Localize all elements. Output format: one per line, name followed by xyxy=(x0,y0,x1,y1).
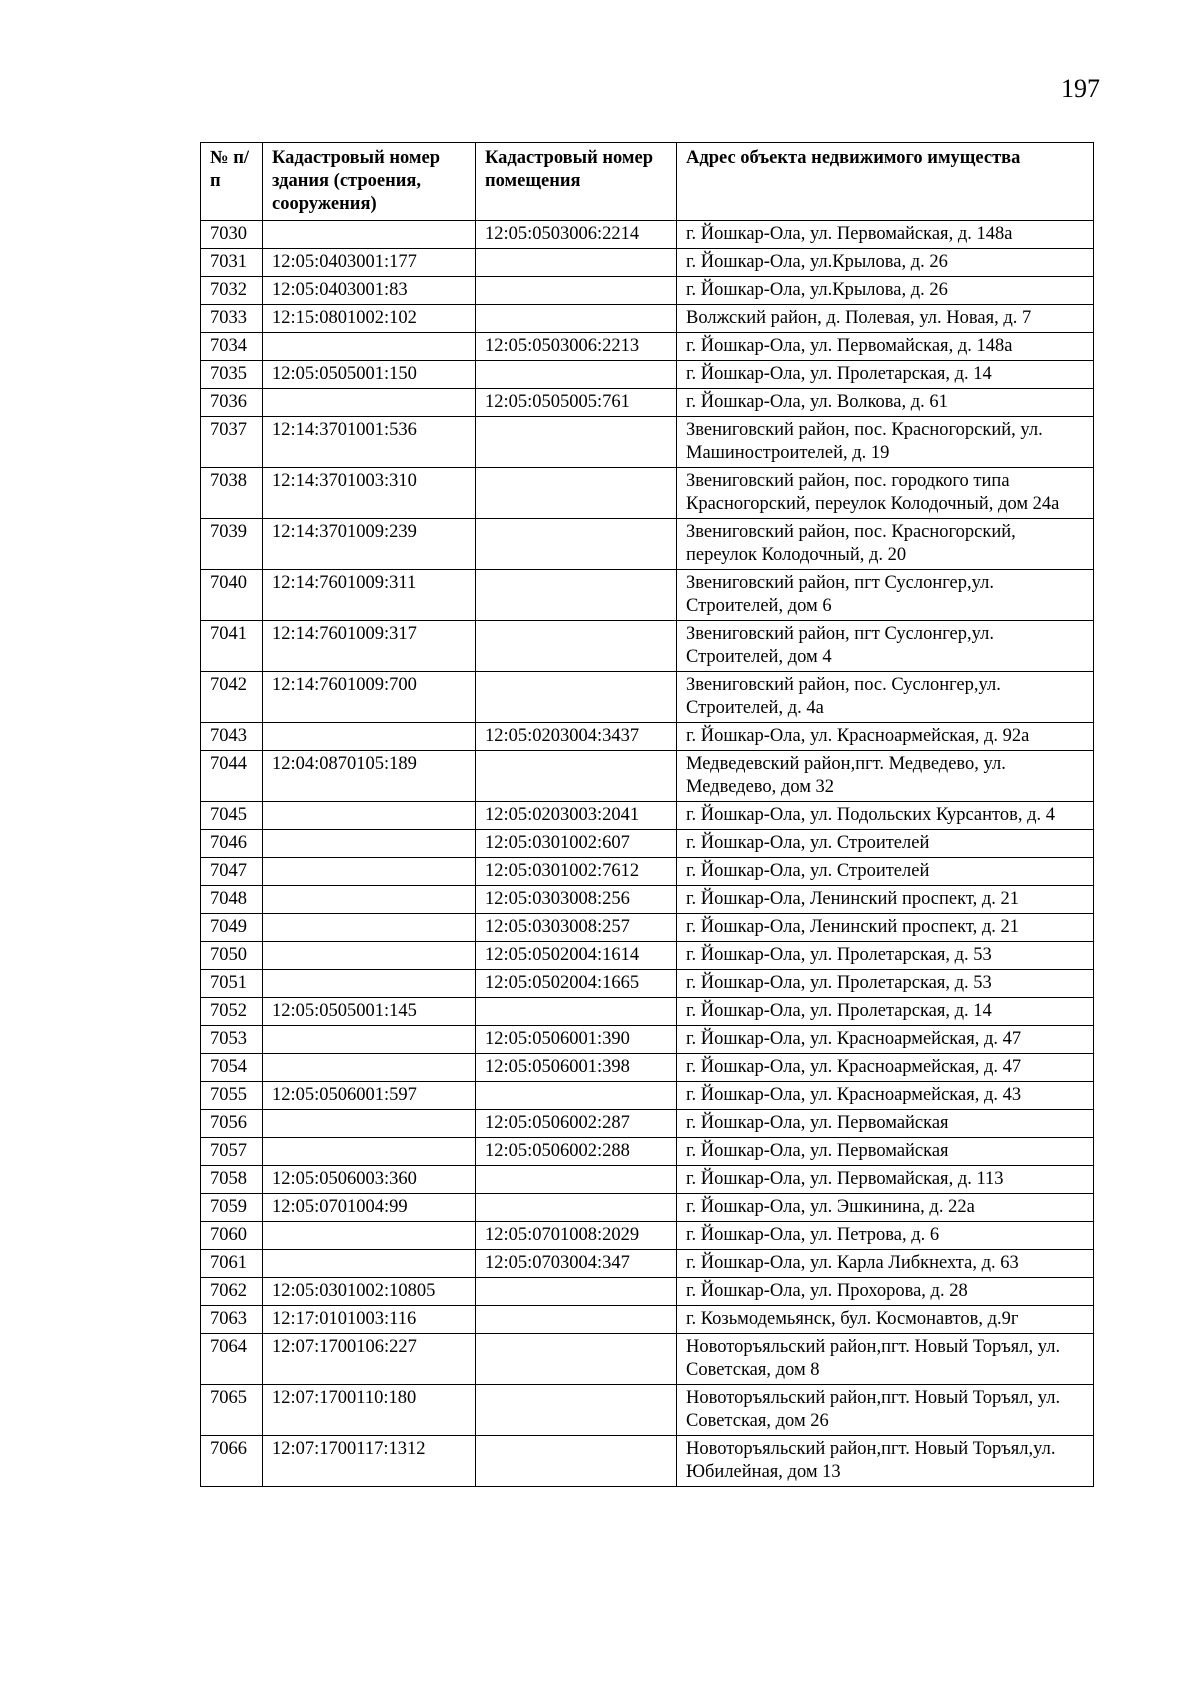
table-row xyxy=(201,942,1094,970)
building-cadastral-number xyxy=(263,830,476,858)
row-number: 7054 xyxy=(201,1054,263,1082)
row-number: 7033 xyxy=(201,305,263,333)
room-cadastral-number: 12:05:0506002:288 xyxy=(476,1138,677,1166)
table-row xyxy=(201,886,1094,914)
room-cadastral-number xyxy=(476,621,677,672)
row-number: 7047 xyxy=(201,858,263,886)
building-cadastral-number xyxy=(263,1138,476,1166)
row-number: 7065 xyxy=(201,1385,263,1436)
row-number: 7048 xyxy=(201,886,263,914)
table-row xyxy=(201,468,1094,519)
building-cadastral-number xyxy=(263,970,476,998)
table-row xyxy=(201,751,1094,802)
property-address: г. Йошкар-Ола, ул. Строителей xyxy=(677,830,1094,858)
row-number: 7050 xyxy=(201,942,263,970)
building-cadastral-number xyxy=(263,942,476,970)
table-row xyxy=(201,998,1094,1026)
property-address: г. Йошкар-Ола, ул. Первомайская xyxy=(677,1138,1094,1166)
table-row xyxy=(201,1250,1094,1278)
building-cadastral-number: 12:14:3701009:239 xyxy=(263,519,476,570)
row-number: 7043 xyxy=(201,723,263,751)
table-row xyxy=(201,914,1094,942)
room-cadastral-number: 12:05:0701008:2029 xyxy=(476,1222,677,1250)
table-row xyxy=(201,723,1094,751)
building-cadastral-number: 12:07:1700117:1312 xyxy=(263,1436,476,1487)
table-row xyxy=(201,1278,1094,1306)
building-cadastral-number: 12:05:0701004:99 xyxy=(263,1194,476,1222)
property-address: г. Козьмодемьянск, бул. Космонавтов, д.9г xyxy=(677,1306,1094,1334)
building-cadastral-number xyxy=(263,1026,476,1054)
building-cadastral-number xyxy=(263,858,476,886)
property-address: г. Йошкар-Ола, Ленинский проспект, д. 21 xyxy=(677,886,1094,914)
property-address: г. Йошкар-Ола, ул. Пролетарская, д. 14 xyxy=(677,998,1094,1026)
row-number: 7057 xyxy=(201,1138,263,1166)
row-number: 7036 xyxy=(201,389,263,417)
building-cadastral-number: 12:14:3701003:310 xyxy=(263,468,476,519)
property-address: г. Йошкар-Ола, ул. Первомайская, д. 113 xyxy=(677,1166,1094,1194)
row-number: 7062 xyxy=(201,1278,263,1306)
building-cadastral-number: 12:14:7601009:317 xyxy=(263,621,476,672)
room-cadastral-number: 12:05:0503006:2213 xyxy=(476,333,677,361)
table-row xyxy=(201,221,1094,249)
row-number: 7034 xyxy=(201,333,263,361)
table-row xyxy=(201,1138,1094,1166)
table-row xyxy=(201,1222,1094,1250)
room-cadastral-number xyxy=(476,1385,677,1436)
property-address: г. Йошкар-Ола, ул. Эшкинина, д. 22а xyxy=(677,1194,1094,1222)
table-row xyxy=(201,1054,1094,1082)
table-row xyxy=(201,1110,1094,1138)
row-number: 7044 xyxy=(201,751,263,802)
property-address: г. Йошкар-Ола, ул. Красноармейская, д. 47 xyxy=(677,1054,1094,1082)
property-address: Новоторъяльский район,пгт. Новый Торъял,ул. Юбилейная, дом 13 xyxy=(677,1436,1094,1487)
table-row xyxy=(201,1166,1094,1194)
row-number: 7030 xyxy=(201,221,263,249)
row-number: 7061 xyxy=(201,1250,263,1278)
table-row xyxy=(201,417,1094,468)
room-cadastral-number xyxy=(476,519,677,570)
table-row xyxy=(201,1334,1094,1385)
room-cadastral-number: 12:05:0502004:1614 xyxy=(476,942,677,970)
row-number: 7063 xyxy=(201,1306,263,1334)
row-number: 7060 xyxy=(201,1222,263,1250)
building-cadastral-number: 12:15:0801002:102 xyxy=(263,305,476,333)
table-row xyxy=(201,1026,1094,1054)
property-address: г. Йошкар-Ола, ул. Красноармейская, д. 43 xyxy=(677,1082,1094,1110)
property-address: г. Йошкар-Ола, ул. Первомайская, д. 148а xyxy=(677,221,1094,249)
room-cadastral-number: 12:05:0301002:607 xyxy=(476,830,677,858)
room-cadastral-number: 12:05:0203004:3437 xyxy=(476,723,677,751)
table-row xyxy=(201,1082,1094,1110)
table-row xyxy=(201,333,1094,361)
property-address: г. Йошкар-Ола, ул. Первомайская, д. 148а xyxy=(677,333,1094,361)
building-cadastral-number: 12:07:1700106:227 xyxy=(263,1334,476,1385)
row-number: 7039 xyxy=(201,519,263,570)
room-cadastral-number: 12:05:0506002:287 xyxy=(476,1110,677,1138)
room-cadastral-number xyxy=(476,277,677,305)
room-cadastral-number xyxy=(476,468,677,519)
property-address: г. Йошкар-Ола, ул. Волкова, д. 61 xyxy=(677,389,1094,417)
property-address: Волжский район, д. Полевая, ул. Новая, д. 7 xyxy=(677,305,1094,333)
building-cadastral-number: 12:05:0301002:10805 xyxy=(263,1278,476,1306)
building-cadastral-number: 12:05:0505001:145 xyxy=(263,998,476,1026)
building-cadastral-number xyxy=(263,1222,476,1250)
row-number: 7037 xyxy=(201,417,263,468)
property-address: г. Йошкар-Ола, ул. Красноармейская, д. 92а xyxy=(677,723,1094,751)
building-cadastral-number xyxy=(263,1250,476,1278)
room-cadastral-number: 12:05:0506001:390 xyxy=(476,1026,677,1054)
property-address: г. Йошкар-Ола, ул. Пролетарская, д. 53 xyxy=(677,942,1094,970)
building-cadastral-number: 12:05:0506001:597 xyxy=(263,1082,476,1110)
building-cadastral-number: 12:05:0403001:83 xyxy=(263,277,476,305)
property-address: г. Йошкар-Ола, ул. Пролетарская, д. 53 xyxy=(677,970,1094,998)
property-address: Звениговский район, пос. Суслонгер,ул. Строителей, д. 4а xyxy=(677,672,1094,723)
room-cadastral-number: 12:05:0301002:7612 xyxy=(476,858,677,886)
property-address: г. Йошкар-Ола, ул. Строителей xyxy=(677,858,1094,886)
room-cadastral-number xyxy=(476,1278,677,1306)
room-cadastral-number xyxy=(476,1334,677,1385)
table-row xyxy=(201,519,1094,570)
table-row xyxy=(201,1194,1094,1222)
header-row xyxy=(201,143,1094,221)
table-row xyxy=(201,1385,1094,1436)
header-address: Адрес объекта недвижимого имущества xyxy=(677,143,1094,221)
table-row xyxy=(201,361,1094,389)
building-cadastral-number: 12:17:0101003:116 xyxy=(263,1306,476,1334)
room-cadastral-number xyxy=(476,751,677,802)
building-cadastral-number xyxy=(263,914,476,942)
header-number: № п/п xyxy=(201,143,263,221)
header-building-cadastral-number: Кадастровый номер здания (строения, сооружения) xyxy=(263,143,476,221)
table-row xyxy=(201,249,1094,277)
row-number: 7042 xyxy=(201,672,263,723)
room-cadastral-number: 12:05:0203003:2041 xyxy=(476,802,677,830)
room-cadastral-number: 12:05:0303008:256 xyxy=(476,886,677,914)
building-cadastral-number xyxy=(263,723,476,751)
building-cadastral-number xyxy=(263,1110,476,1138)
room-cadastral-number xyxy=(476,249,677,277)
room-cadastral-number xyxy=(476,1306,677,1334)
building-cadastral-number: 12:05:0403001:177 xyxy=(263,249,476,277)
property-address: г. Йошкар-Ола, ул. Подольских Курсантов, д. 4 xyxy=(677,802,1094,830)
room-cadastral-number xyxy=(476,998,677,1026)
row-number: 7041 xyxy=(201,621,263,672)
table-header xyxy=(201,143,1094,221)
room-cadastral-number xyxy=(476,417,677,468)
building-cadastral-number: 12:14:7601009:311 xyxy=(263,570,476,621)
room-cadastral-number xyxy=(476,672,677,723)
table-row xyxy=(201,830,1094,858)
row-number: 7066 xyxy=(201,1436,263,1487)
row-number: 7052 xyxy=(201,998,263,1026)
table-row xyxy=(201,970,1094,998)
property-address: г. Йошкар-Ола, ул. Пролетарская, д. 14 xyxy=(677,361,1094,389)
table-row xyxy=(201,672,1094,723)
property-address: г. Йошкар-Ола, ул. Прохорова, д. 28 xyxy=(677,1278,1094,1306)
room-cadastral-number xyxy=(476,1082,677,1110)
room-cadastral-number xyxy=(476,361,677,389)
room-cadastral-number xyxy=(476,570,677,621)
table-row xyxy=(201,621,1094,672)
property-address: г. Йошкар-Ола, ул.Крылова, д. 26 xyxy=(677,249,1094,277)
room-cadastral-number: 12:05:0505005:761 xyxy=(476,389,677,417)
room-cadastral-number: 12:05:0503006:2214 xyxy=(476,221,677,249)
row-number: 7053 xyxy=(201,1026,263,1054)
table-row xyxy=(201,858,1094,886)
building-cadastral-number xyxy=(263,333,476,361)
table-row xyxy=(201,277,1094,305)
table-row xyxy=(201,1306,1094,1334)
room-cadastral-number xyxy=(476,1166,677,1194)
row-number: 7046 xyxy=(201,830,263,858)
property-registry-table xyxy=(200,142,1094,1487)
property-address: Звениговский район, пгт Суслонгер,ул. Строителей, дом 4 xyxy=(677,621,1094,672)
property-address: Звениговский район, пос. Красногорский, переулок Колодочный, д. 20 xyxy=(677,519,1094,570)
table-body xyxy=(201,221,1094,1487)
header-room-cadastral-number: Кадастровый номер помещения xyxy=(476,143,677,221)
table-row xyxy=(201,1436,1094,1487)
property-address: г. Йошкар-Ола, ул. Красноармейская, д. 47 xyxy=(677,1026,1094,1054)
property-address: Звениговский район, пгт Суслонгер,ул. Строителей, дом 6 xyxy=(677,570,1094,621)
room-cadastral-number xyxy=(476,1436,677,1487)
table-row xyxy=(201,802,1094,830)
room-cadastral-number: 12:05:0303008:257 xyxy=(476,914,677,942)
room-cadastral-number: 12:05:0703004:347 xyxy=(476,1250,677,1278)
property-address: г. Йошкар-Ола, ул. Первомайская xyxy=(677,1110,1094,1138)
property-address: г. Йошкар-Ола, ул. Петрова, д. 6 xyxy=(677,1222,1094,1250)
building-cadastral-number xyxy=(263,221,476,249)
building-cadastral-number: 12:05:0505001:150 xyxy=(263,361,476,389)
building-cadastral-number xyxy=(263,1054,476,1082)
page-number: 197 xyxy=(1061,74,1100,103)
row-number: 7059 xyxy=(201,1194,263,1222)
row-number: 7058 xyxy=(201,1166,263,1194)
building-cadastral-number: 12:14:3701001:536 xyxy=(263,417,476,468)
table-row xyxy=(201,570,1094,621)
building-cadastral-number: 12:07:1700110:180 xyxy=(263,1385,476,1436)
property-address: г. Йошкар-Ола, ул. Карла Либкнехта, д. 63 xyxy=(677,1250,1094,1278)
row-number: 7040 xyxy=(201,570,263,621)
row-number: 7045 xyxy=(201,802,263,830)
property-address: г. Йошкар-Ола, ул.Крылова, д. 26 xyxy=(677,277,1094,305)
building-cadastral-number: 12:14:7601009:700 xyxy=(263,672,476,723)
row-number: 7055 xyxy=(201,1082,263,1110)
property-address: Медведевский район,пгт. Медведево, ул. Медведево, дом 32 xyxy=(677,751,1094,802)
room-cadastral-number xyxy=(476,1194,677,1222)
property-address: Звениговский район, пос. городкого типа Красногорский, переулок Колодочный, дом 24а xyxy=(677,468,1094,519)
building-cadastral-number: 12:04:0870105:189 xyxy=(263,751,476,802)
row-number: 7035 xyxy=(201,361,263,389)
table-row xyxy=(201,305,1094,333)
room-cadastral-number: 12:05:0506001:398 xyxy=(476,1054,677,1082)
property-address: Новоторъяльский район,пгт. Новый Торъял, ул. Советская, дом 8 xyxy=(677,1334,1094,1385)
property-address: Звениговский район, пос. Красногорский, ул. Машиностроителей, д. 19 xyxy=(677,417,1094,468)
row-number: 7049 xyxy=(201,914,263,942)
building-cadastral-number xyxy=(263,802,476,830)
row-number: 7051 xyxy=(201,970,263,998)
property-address: Новоторъяльский район,пгт. Новый Торъял, ул. Советская, дом 26 xyxy=(677,1385,1094,1436)
building-cadastral-number xyxy=(263,389,476,417)
row-number: 7056 xyxy=(201,1110,263,1138)
building-cadastral-number: 12:05:0506003:360 xyxy=(263,1166,476,1194)
row-number: 7064 xyxy=(201,1334,263,1385)
table-row xyxy=(201,389,1094,417)
property-address: г. Йошкар-Ола, Ленинский проспект, д. 21 xyxy=(677,914,1094,942)
row-number: 7031 xyxy=(201,249,263,277)
room-cadastral-number xyxy=(476,305,677,333)
row-number: 7038 xyxy=(201,468,263,519)
row-number: 7032 xyxy=(201,277,263,305)
room-cadastral-number: 12:05:0502004:1665 xyxy=(476,970,677,998)
building-cadastral-number xyxy=(263,886,476,914)
